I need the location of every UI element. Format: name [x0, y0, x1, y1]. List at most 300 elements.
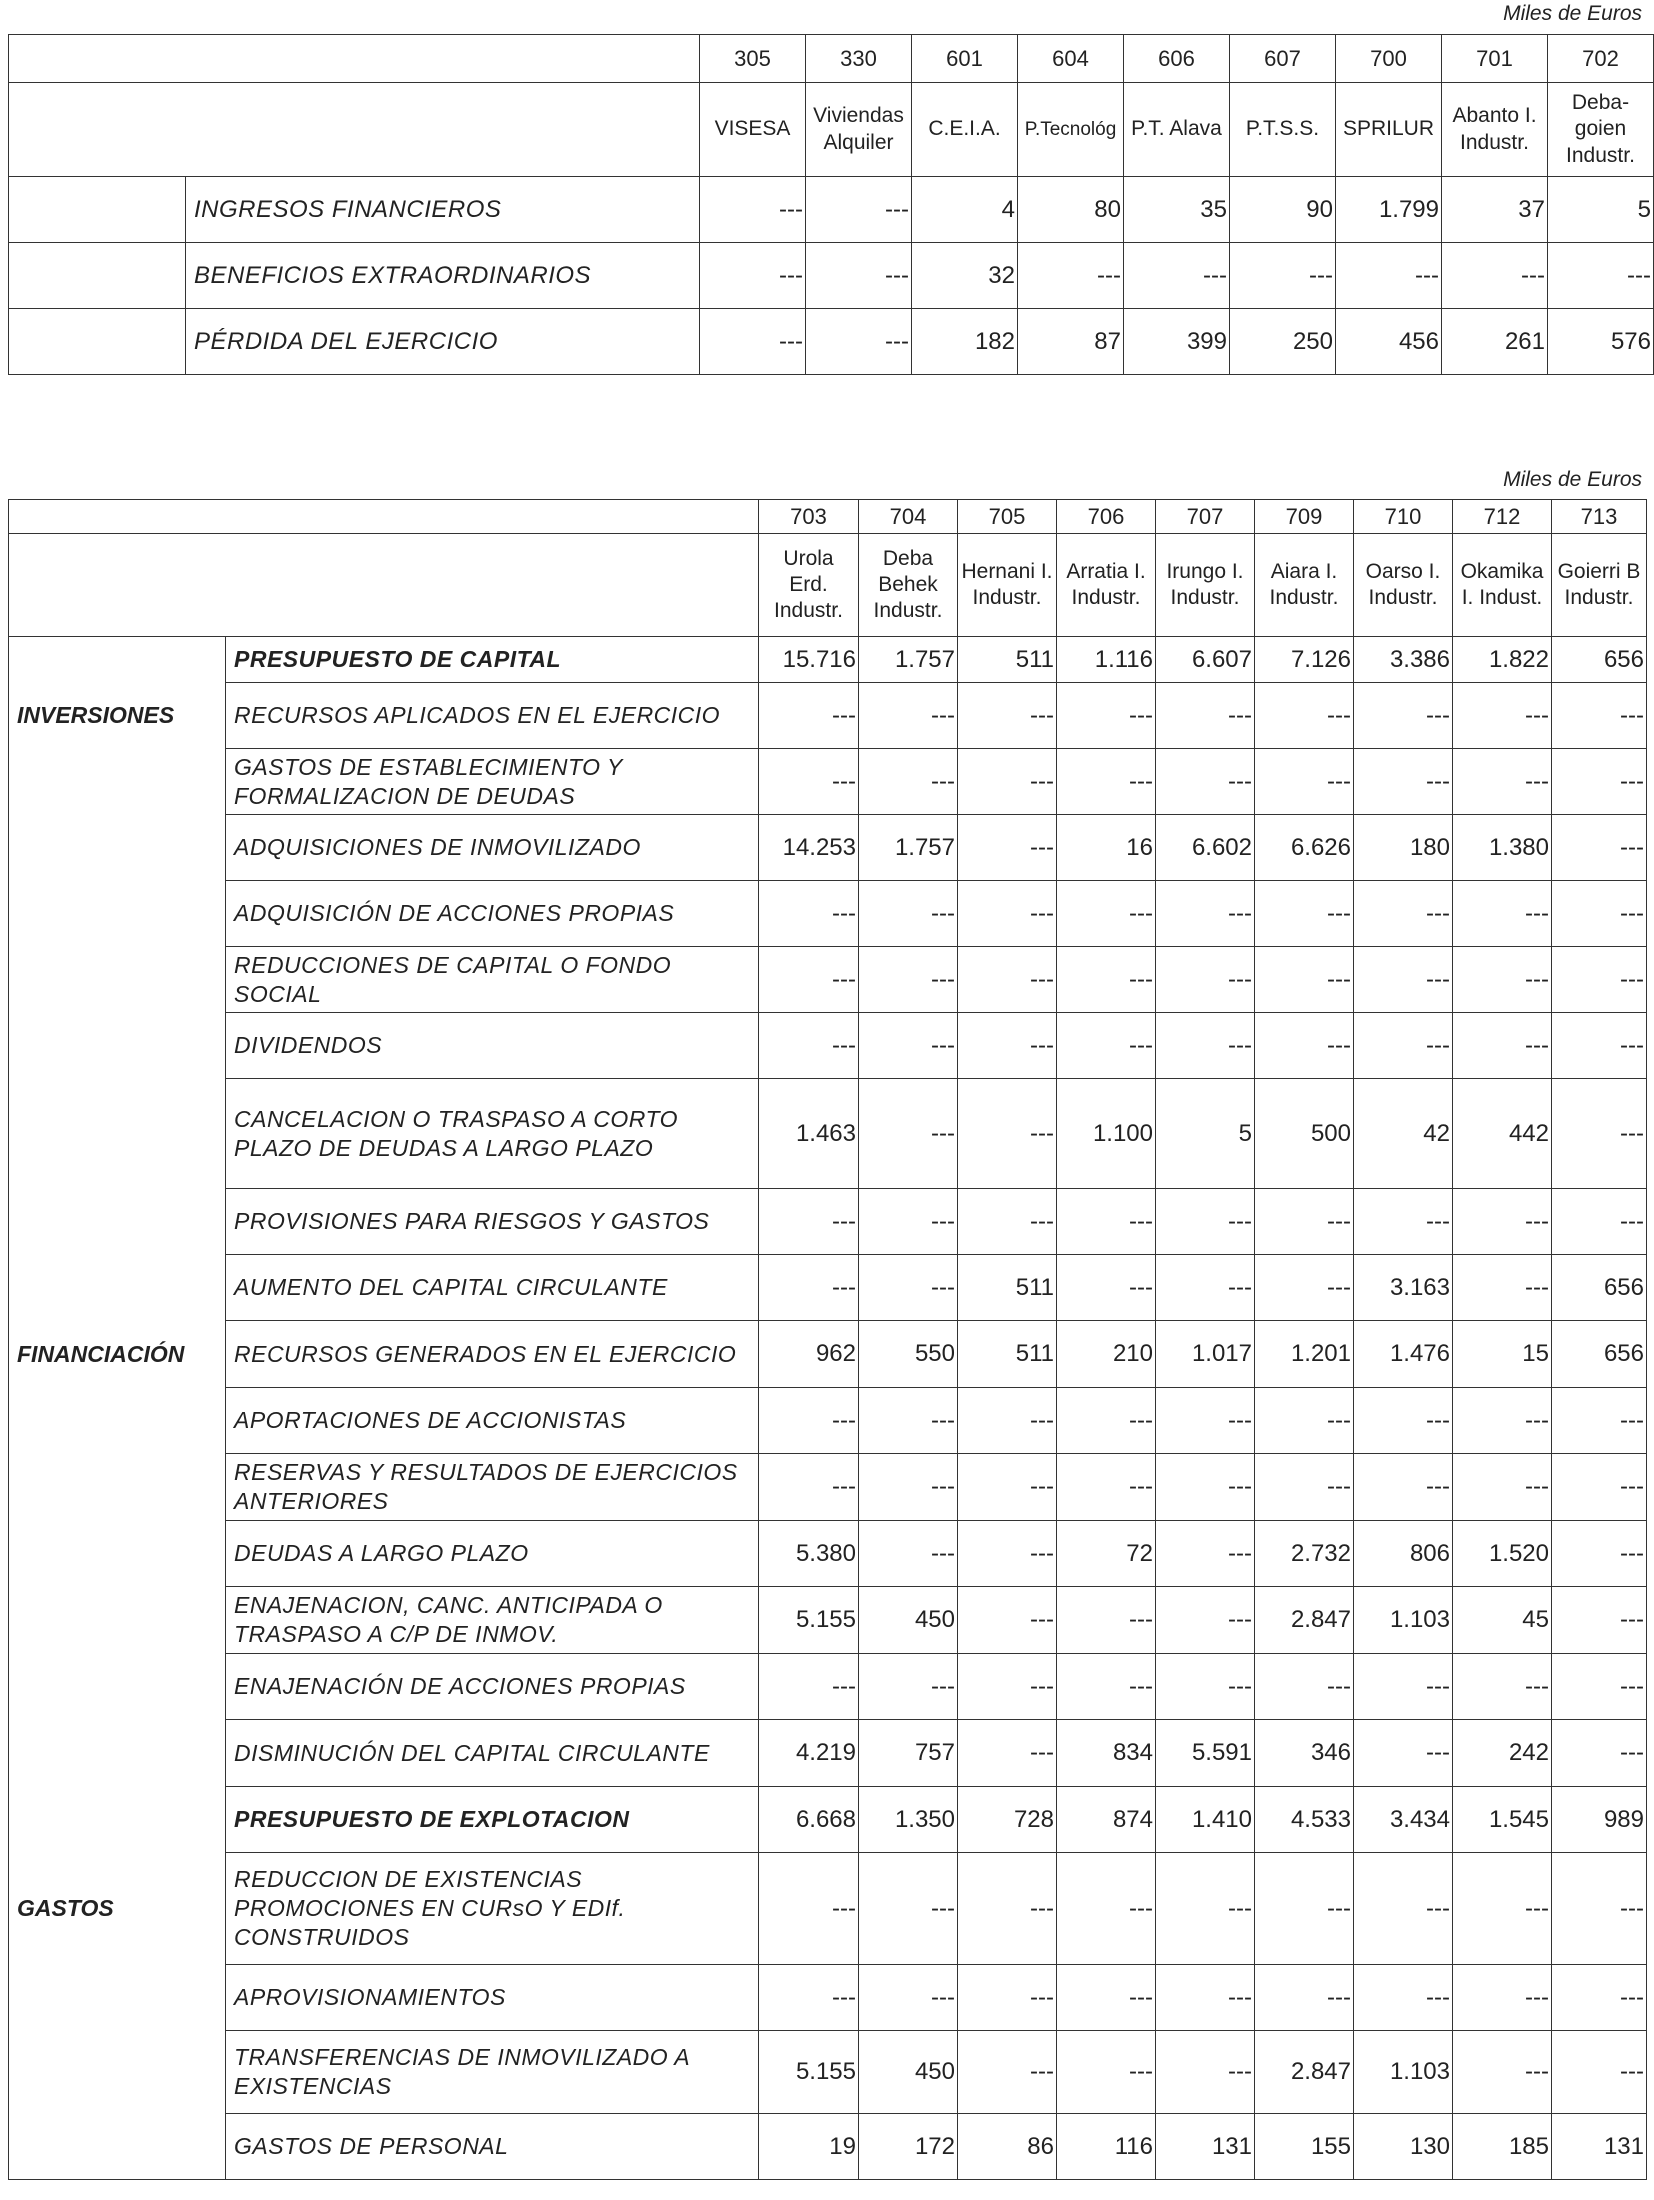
- section-cell: [9, 1787, 226, 1853]
- value-cell: ---: [1336, 243, 1442, 309]
- value-cell: ---: [859, 683, 958, 749]
- value-cell: ---: [1255, 1454, 1354, 1521]
- table-row: [9, 1521, 1647, 1587]
- value-cell: ---: [1057, 1255, 1156, 1321]
- value-cell: 962: [759, 1321, 859, 1388]
- value-cell: ---: [759, 1388, 859, 1454]
- value-cell: ---: [958, 881, 1057, 947]
- col-name: Urola Erd. Industr.: [759, 534, 859, 637]
- value-cell: ---: [1156, 1965, 1255, 2031]
- value-cell: 511: [958, 637, 1057, 683]
- value-cell: ---: [1552, 1189, 1647, 1255]
- value-cell: ---: [1354, 1388, 1453, 1454]
- table-row: [9, 1654, 1647, 1720]
- value-cell: ---: [1354, 1189, 1453, 1255]
- value-cell: 80: [1018, 177, 1124, 243]
- value-cell: 456: [1336, 309, 1442, 375]
- value-cell: ---: [859, 1521, 958, 1587]
- col-name: P.T. Alava: [1124, 83, 1230, 177]
- row-label: ADQUISICIONES DE INMOVILIZADO: [226, 815, 759, 881]
- value-cell: ---: [700, 243, 806, 309]
- value-cell: 1.757: [859, 815, 958, 881]
- value-cell: ---: [1453, 749, 1552, 815]
- value-cell: ---: [1453, 881, 1552, 947]
- row-label: RESERVAS Y RESULTADOS DE EJERCICIOS ANTERIORES: [226, 1454, 759, 1521]
- value-cell: ---: [1552, 749, 1647, 815]
- row-label: ADQUISICIÓN DE ACCIONES PROPIAS: [226, 881, 759, 947]
- value-cell: 37: [1442, 177, 1548, 243]
- section-cell: [9, 1965, 226, 2031]
- value-cell: 116: [1057, 2114, 1156, 2180]
- value-cell: 2.732: [1255, 1521, 1354, 1587]
- value-cell: ---: [1057, 1654, 1156, 1720]
- value-cell: ---: [1156, 1853, 1255, 1965]
- value-cell: 250: [1230, 309, 1336, 375]
- value-cell: ---: [1156, 1654, 1255, 1720]
- value-cell: ---: [1552, 815, 1647, 881]
- col-name: Aiara I. Industr.: [1255, 534, 1354, 637]
- col-code: 704: [859, 500, 958, 534]
- table-row: [9, 947, 1647, 1013]
- value-cell: ---: [958, 1079, 1057, 1189]
- value-cell: 1.822: [1453, 637, 1552, 683]
- value-cell: ---: [1442, 243, 1548, 309]
- table-row: [9, 815, 1647, 881]
- section-cell: INVERSIONES: [9, 683, 226, 749]
- table-row: [9, 243, 1654, 309]
- row-label: ENAJENACION, CANC. ANTICIPADA O TRASPASO A C/P DE INMOV.: [226, 1587, 759, 1654]
- row-label: INGRESOS FINANCIEROS: [186, 177, 700, 243]
- col-name: SPRILUR: [1336, 83, 1442, 177]
- value-cell: ---: [1453, 2031, 1552, 2114]
- value-cell: 757: [859, 1720, 958, 1787]
- value-cell: ---: [859, 1853, 958, 1965]
- row-label: AUMENTO DEL CAPITAL CIRCULANTE: [226, 1255, 759, 1321]
- value-cell: 3.434: [1354, 1787, 1453, 1853]
- table-row: [9, 1853, 1647, 1965]
- value-cell: 989: [1552, 1787, 1647, 1853]
- value-cell: 131: [1156, 2114, 1255, 2180]
- row-label: PRESUPUESTO DE EXPLOTACION: [226, 1787, 759, 1853]
- value-cell: ---: [1057, 1587, 1156, 1654]
- col-code: 305: [700, 35, 806, 83]
- row-label: RECURSOS GENERADOS EN EL EJERCICIO: [226, 1321, 759, 1388]
- value-cell: 6.602: [1156, 815, 1255, 881]
- value-cell: 14.253: [759, 815, 859, 881]
- table-row: [9, 881, 1647, 947]
- value-cell: ---: [859, 1255, 958, 1321]
- value-cell: ---: [1255, 881, 1354, 947]
- col-name: Oarso I. Industr.: [1354, 534, 1453, 637]
- value-cell: ---: [1552, 881, 1647, 947]
- units-label-1: Miles de Euros: [1503, 2, 1642, 25]
- col-name: C.E.I.A.: [912, 83, 1018, 177]
- value-cell: 45: [1453, 1587, 1552, 1654]
- value-cell: ---: [958, 1853, 1057, 1965]
- table-row: [9, 309, 1654, 375]
- value-cell: ---: [1552, 1965, 1647, 2031]
- value-cell: ---: [759, 749, 859, 815]
- value-cell: ---: [1552, 1720, 1647, 1787]
- value-cell: 656: [1552, 1321, 1647, 1388]
- col-code: 701: [1442, 35, 1548, 83]
- value-cell: ---: [958, 749, 1057, 815]
- value-cell: 576: [1548, 309, 1654, 375]
- table-row: [9, 1321, 1647, 1388]
- section-cell: [9, 1720, 226, 1787]
- value-cell: ---: [958, 683, 1057, 749]
- col-name: Arratia I. Industr.: [1057, 534, 1156, 637]
- value-cell: ---: [1354, 749, 1453, 815]
- table-row: [9, 683, 1647, 749]
- value-cell: ---: [1453, 947, 1552, 1013]
- name-row: [9, 83, 1654, 177]
- row-label: RECURSOS APLICADOS EN EL EJERCICIO: [226, 683, 759, 749]
- section-cell: [9, 1013, 226, 1079]
- value-cell: 1.116: [1057, 637, 1156, 683]
- row-label: PÉRDIDA DEL EJERCICIO: [186, 309, 700, 375]
- section-cell: [9, 243, 186, 309]
- section-cell: [9, 1079, 226, 1189]
- value-cell: ---: [1255, 749, 1354, 815]
- value-cell: ---: [1552, 1654, 1647, 1720]
- col-code: 702: [1548, 35, 1654, 83]
- table-row: [9, 1454, 1647, 1521]
- value-cell: 511: [958, 1321, 1057, 1388]
- value-cell: ---: [1552, 1388, 1647, 1454]
- section-cell: [9, 1454, 226, 1521]
- value-cell: ---: [1552, 1079, 1647, 1189]
- table-row: [9, 637, 1647, 683]
- value-cell: ---: [1453, 1965, 1552, 2031]
- value-cell: 15.716: [759, 637, 859, 683]
- value-cell: ---: [1156, 1454, 1255, 1521]
- name-row: [9, 534, 1647, 637]
- value-cell: ---: [1453, 1654, 1552, 1720]
- value-cell: ---: [1453, 1454, 1552, 1521]
- col-name: Hernani I. Industr.: [958, 534, 1057, 637]
- value-cell: 500: [1255, 1079, 1354, 1189]
- value-cell: ---: [1057, 881, 1156, 947]
- value-cell: 2.847: [1255, 1587, 1354, 1654]
- value-cell: ---: [958, 1720, 1057, 1787]
- section-cell: [9, 177, 186, 243]
- value-cell: 155: [1255, 2114, 1354, 2180]
- value-cell: 210: [1057, 1321, 1156, 1388]
- table-1: [8, 34, 1654, 375]
- table-row: [9, 1965, 1647, 2031]
- value-cell: ---: [759, 1454, 859, 1521]
- value-cell: ---: [958, 1454, 1057, 1521]
- value-cell: 6.607: [1156, 637, 1255, 683]
- header-blank: [9, 83, 700, 177]
- col-code: 606: [1124, 35, 1230, 83]
- value-cell: 1.463: [759, 1079, 859, 1189]
- value-cell: 42: [1354, 1079, 1453, 1189]
- value-cell: 86: [958, 2114, 1057, 2180]
- table-2: [8, 499, 1647, 2180]
- value-cell: 242: [1453, 1720, 1552, 1787]
- value-cell: 806: [1354, 1521, 1453, 1587]
- value-cell: ---: [1057, 2031, 1156, 2114]
- units-label-2: Miles de Euros: [1503, 468, 1642, 491]
- value-cell: ---: [1552, 1853, 1647, 1965]
- col-code: 712: [1453, 500, 1552, 534]
- value-cell: ---: [1453, 1189, 1552, 1255]
- value-cell: 185: [1453, 2114, 1552, 2180]
- row-label: ENAJENACIÓN DE ACCIONES PROPIAS: [226, 1654, 759, 1720]
- value-cell: ---: [1057, 947, 1156, 1013]
- value-cell: 656: [1552, 637, 1647, 683]
- value-cell: ---: [1156, 2031, 1255, 2114]
- value-cell: ---: [1354, 947, 1453, 1013]
- value-cell: 346: [1255, 1720, 1354, 1787]
- col-code: 601: [912, 35, 1018, 83]
- row-label: CANCELACION O TRASPASO A CORTO PLAZO DE DEUDAS A LARGO PLAZO: [226, 1079, 759, 1189]
- value-cell: 87: [1018, 309, 1124, 375]
- value-cell: ---: [958, 1388, 1057, 1454]
- value-cell: 1.476: [1354, 1321, 1453, 1388]
- row-label: PRESUPUESTO DE CAPITAL: [226, 637, 759, 683]
- value-cell: ---: [1124, 243, 1230, 309]
- section-cell: [9, 1587, 226, 1654]
- value-cell: ---: [1156, 749, 1255, 815]
- value-cell: ---: [1255, 1189, 1354, 1255]
- value-cell: 16: [1057, 815, 1156, 881]
- col-code: 705: [958, 500, 1057, 534]
- value-cell: 90: [1230, 177, 1336, 243]
- value-cell: ---: [806, 309, 912, 375]
- value-cell: ---: [859, 749, 958, 815]
- value-cell: 728: [958, 1787, 1057, 1853]
- value-cell: ---: [759, 1654, 859, 1720]
- value-cell: ---: [958, 1013, 1057, 1079]
- value-cell: ---: [859, 1013, 958, 1079]
- value-cell: ---: [1156, 683, 1255, 749]
- value-cell: ---: [1354, 1965, 1453, 2031]
- row-label: GASTOS DE PERSONAL: [226, 2114, 759, 2180]
- value-cell: ---: [1354, 881, 1453, 947]
- value-cell: ---: [759, 947, 859, 1013]
- code-row: [9, 35, 1654, 83]
- value-cell: ---: [1354, 1013, 1453, 1079]
- value-cell: 1.100: [1057, 1079, 1156, 1189]
- value-cell: ---: [1354, 1654, 1453, 1720]
- section-cell: [9, 1255, 226, 1321]
- col-name: Viviendas Alquiler: [806, 83, 912, 177]
- value-cell: 182: [912, 309, 1018, 375]
- value-cell: ---: [1354, 1454, 1453, 1521]
- value-cell: 5.155: [759, 1587, 859, 1654]
- table-row: [9, 1255, 1647, 1321]
- value-cell: ---: [1255, 683, 1354, 749]
- value-cell: 1.103: [1354, 2031, 1453, 2114]
- value-cell: ---: [1057, 1965, 1156, 2031]
- value-cell: 5.591: [1156, 1720, 1255, 1787]
- col-name: Okamika I. Indust.: [1453, 534, 1552, 637]
- value-cell: ---: [759, 1013, 859, 1079]
- table-row: [9, 749, 1647, 815]
- value-cell: ---: [1453, 683, 1552, 749]
- value-cell: ---: [1354, 1720, 1453, 1787]
- value-cell: ---: [1156, 1189, 1255, 1255]
- value-cell: 5.380: [759, 1521, 859, 1587]
- section-cell: [9, 1521, 226, 1587]
- section-cell: [9, 2114, 226, 2180]
- value-cell: 130: [1354, 2114, 1453, 2180]
- table-row: [9, 1079, 1647, 1189]
- value-cell: ---: [1156, 881, 1255, 947]
- value-cell: ---: [859, 1388, 958, 1454]
- col-name: P.Tecnológ: [1018, 83, 1124, 177]
- col-code: 330: [806, 35, 912, 83]
- value-cell: ---: [1552, 1013, 1647, 1079]
- value-cell: 4: [912, 177, 1018, 243]
- row-label: TRANSFERENCIAS DE INMOVILIZADO A EXISTENCIAS: [226, 2031, 759, 2114]
- table-row: [9, 177, 1654, 243]
- header-blank: [9, 35, 700, 83]
- value-cell: ---: [859, 1454, 958, 1521]
- row-label: DIVIDENDOS: [226, 1013, 759, 1079]
- value-cell: ---: [859, 1965, 958, 2031]
- value-cell: ---: [958, 815, 1057, 881]
- col-code: 607: [1230, 35, 1336, 83]
- value-cell: 6.626: [1255, 815, 1354, 881]
- value-cell: 1.520: [1453, 1521, 1552, 1587]
- value-cell: 4.219: [759, 1720, 859, 1787]
- value-cell: ---: [1057, 1189, 1156, 1255]
- value-cell: ---: [759, 1853, 859, 1965]
- value-cell: 1.757: [859, 637, 958, 683]
- value-cell: 261: [1442, 309, 1548, 375]
- value-cell: ---: [759, 1965, 859, 2031]
- value-cell: 6.668: [759, 1787, 859, 1853]
- value-cell: ---: [1354, 683, 1453, 749]
- value-cell: 15: [1453, 1321, 1552, 1388]
- value-cell: ---: [1255, 1965, 1354, 2031]
- section-cell: [9, 749, 226, 815]
- value-cell: ---: [1255, 947, 1354, 1013]
- value-cell: ---: [806, 177, 912, 243]
- value-cell: ---: [1453, 1013, 1552, 1079]
- value-cell: 450: [859, 2031, 958, 2114]
- col-code: 700: [1336, 35, 1442, 83]
- value-cell: ---: [700, 309, 806, 375]
- col-code: 707: [1156, 500, 1255, 534]
- col-name: Deba-goien Industr.: [1548, 83, 1654, 177]
- value-cell: ---: [1018, 243, 1124, 309]
- col-code: 706: [1057, 500, 1156, 534]
- section-cell: [9, 309, 186, 375]
- value-cell: 1.350: [859, 1787, 958, 1853]
- value-cell: 450: [859, 1587, 958, 1654]
- value-cell: 442: [1453, 1079, 1552, 1189]
- value-cell: 1.380: [1453, 815, 1552, 881]
- value-cell: ---: [1156, 947, 1255, 1013]
- section-cell: GASTOS: [9, 1853, 226, 1965]
- table-row: [9, 1013, 1647, 1079]
- section-cell: [9, 1189, 226, 1255]
- value-cell: ---: [1255, 1853, 1354, 1965]
- value-cell: 35: [1124, 177, 1230, 243]
- section-cell: [9, 637, 226, 683]
- value-cell: ---: [806, 243, 912, 309]
- value-cell: 656: [1552, 1255, 1647, 1321]
- table-row: [9, 1388, 1647, 1454]
- value-cell: ---: [1230, 243, 1336, 309]
- value-cell: 5.155: [759, 2031, 859, 2114]
- value-cell: ---: [1255, 1654, 1354, 1720]
- row-label: APROVISIONAMIENTOS: [226, 1965, 759, 2031]
- value-cell: 19: [759, 2114, 859, 2180]
- table-row: [9, 1720, 1647, 1787]
- value-cell: ---: [759, 881, 859, 947]
- value-cell: ---: [1552, 683, 1647, 749]
- value-cell: ---: [859, 881, 958, 947]
- value-cell: ---: [958, 1521, 1057, 1587]
- value-cell: ---: [1255, 1013, 1354, 1079]
- value-cell: ---: [1057, 683, 1156, 749]
- value-cell: ---: [1255, 1255, 1354, 1321]
- value-cell: 874: [1057, 1787, 1156, 1853]
- section-cell: [9, 1388, 226, 1454]
- value-cell: 7.126: [1255, 637, 1354, 683]
- section-cell: FINANCIACIÓN: [9, 1321, 226, 1388]
- section-cell: [9, 881, 226, 947]
- value-cell: 2.847: [1255, 2031, 1354, 2114]
- value-cell: ---: [1156, 1255, 1255, 1321]
- value-cell: ---: [1156, 1521, 1255, 1587]
- value-cell: ---: [1552, 2031, 1647, 2114]
- section-cell: [9, 2031, 226, 2114]
- value-cell: 32: [912, 243, 1018, 309]
- value-cell: ---: [1552, 1587, 1647, 1654]
- value-cell: 1.545: [1453, 1787, 1552, 1853]
- row-label: DEUDAS A LARGO PLAZO: [226, 1521, 759, 1587]
- value-cell: 550: [859, 1321, 958, 1388]
- value-cell: ---: [759, 1255, 859, 1321]
- value-cell: ---: [1156, 1013, 1255, 1079]
- value-cell: 399: [1124, 309, 1230, 375]
- value-cell: 1.799: [1336, 177, 1442, 243]
- col-name: Deba Behek Industr.: [859, 534, 958, 637]
- value-cell: ---: [1057, 749, 1156, 815]
- header-blank: [9, 534, 759, 637]
- value-cell: ---: [1057, 1013, 1156, 1079]
- table-row: [9, 1189, 1647, 1255]
- value-cell: ---: [958, 1189, 1057, 1255]
- col-name: VISESA: [700, 83, 806, 177]
- value-cell: ---: [1552, 1454, 1647, 1521]
- value-cell: 1.017: [1156, 1321, 1255, 1388]
- value-cell: ---: [958, 1965, 1057, 2031]
- value-cell: ---: [1255, 1388, 1354, 1454]
- value-cell: ---: [1552, 1521, 1647, 1587]
- row-label: PROVISIONES PARA RIESGOS Y GASTOS: [226, 1189, 759, 1255]
- value-cell: ---: [1552, 947, 1647, 1013]
- col-name: Goierri B Industr.: [1552, 534, 1647, 637]
- value-cell: ---: [1453, 1388, 1552, 1454]
- value-cell: ---: [859, 1079, 958, 1189]
- header-blank: [9, 500, 759, 534]
- value-cell: ---: [1156, 1388, 1255, 1454]
- row-label: BENEFICIOS EXTRAORDINARIOS: [186, 243, 700, 309]
- col-name: Abanto I. Industr.: [1442, 83, 1548, 177]
- col-code: 709: [1255, 500, 1354, 534]
- value-cell: ---: [958, 1654, 1057, 1720]
- table-row: [9, 2114, 1647, 2180]
- col-code: 710: [1354, 500, 1453, 534]
